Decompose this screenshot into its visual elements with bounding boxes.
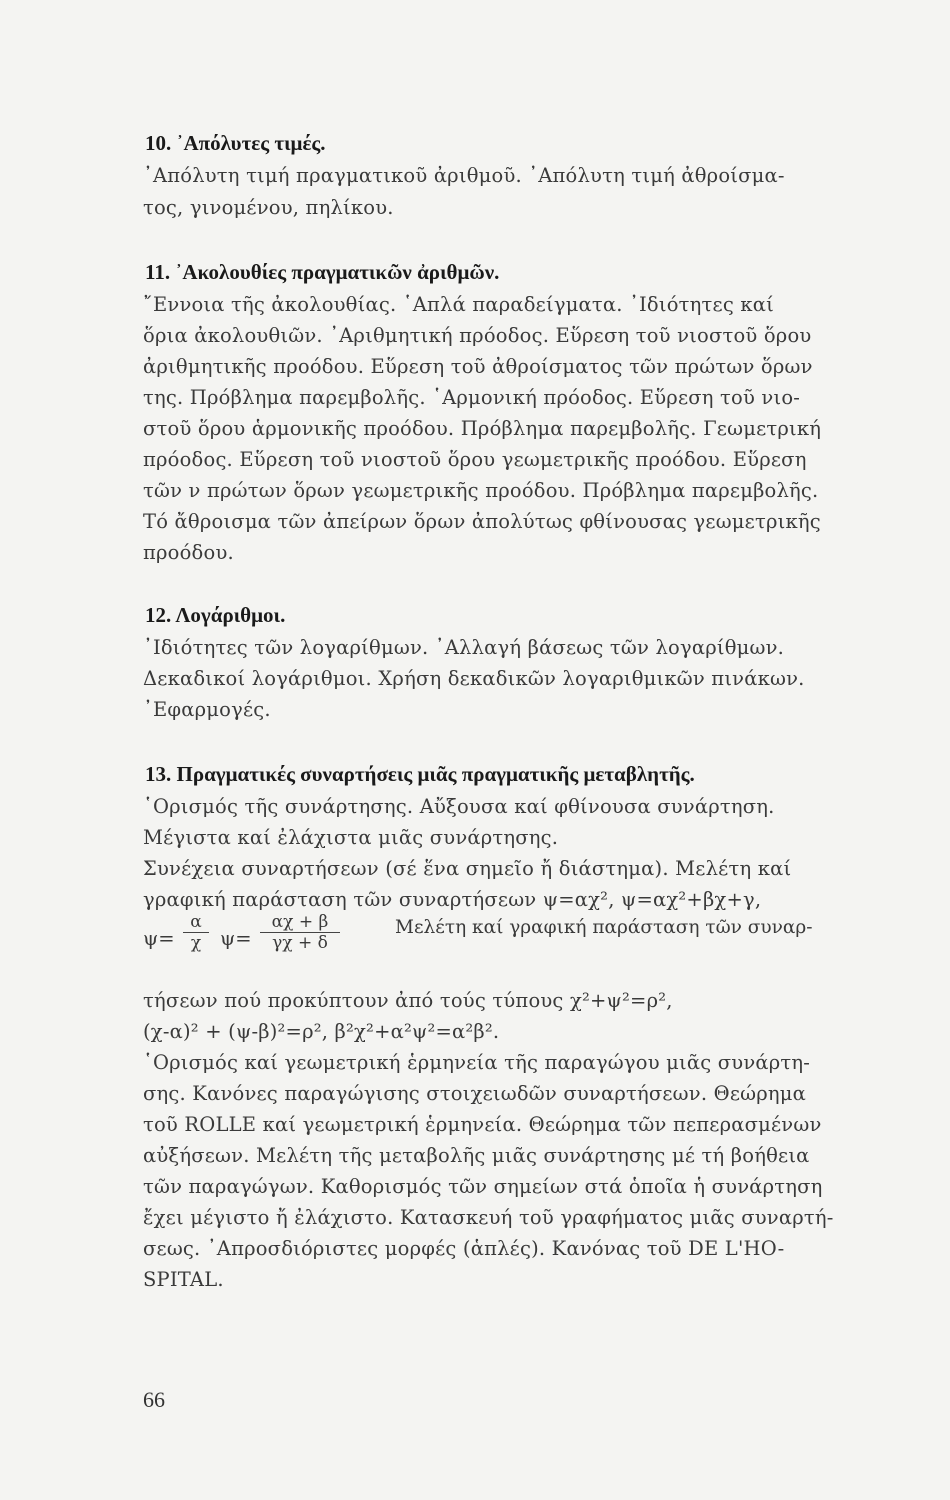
section-11-line-7: τῶν ν πρώτων ὅρων γεωμετρικῆς προόδου. Πρόβλημα παρεμβολῆς. (143, 479, 819, 502)
section-13-line-9: τοῦ ROLLE καί γεωμετρική ἑρμηνεία. Θεώρημα τῶν πεπερασμένων (143, 1113, 822, 1136)
section-11-line-4: της. Πρόβλημα παρεμβολῆς. ῾Αρμονική πρόοδος. Εὕρεση τοῦ νιο- (143, 386, 801, 409)
page-number: 66 (143, 1387, 165, 1412)
section-11-line-2: ὅρια ἀκολουθιῶν. ᾿Αριθμητική πρόοδος. Εὕρεση τοῦ νιοστοῦ ὅρου (143, 324, 812, 347)
fraction-2-numerator: αχ + β (271, 912, 329, 932)
formula-fraction-2 (260, 912, 340, 953)
section-11-line-6: πρόοδος. Εὕρεση τοῦ νιοστοῦ ὅρου γεωμετρικῆς προόδου. Εὕρεση (143, 448, 807, 471)
section-13-line-7: ῾Ορισμός καί γεωμετρική ἑρμηνεία τῆς παραγώγου μιᾶς συνάρτη- (143, 1051, 811, 1074)
formula-lhs-2: ψ= (220, 927, 252, 950)
section-12-line-2: Δεκαδικοί λογάριθμοι. Χρήση δεκαδικῶν λογαριθμικῶν πινάκων. (143, 667, 805, 690)
section-13-line-12: ἔχει μέγιστο ἤ ἐλάχιστο. Κατασκευή τοῦ γραφήματος μιᾶς συναρτή- (143, 1206, 834, 1229)
section-12-heading: 12. Λογάριθμοι. (145, 603, 286, 627)
section-13-line-1: ῾Ορισμός τῆς συνάρτησης. Αὔξουσα καί φθίνουσα συνάρτηση. (143, 795, 775, 818)
section-12-line-3: ᾿Εφαρμογές. (143, 698, 271, 721)
section-10-line-1: ᾿Απόλυτη τιμή πραγματικοῦ ἀριθμοῦ. ᾿Απόλυτη τιμή ἀθροίσμα- (143, 164, 785, 187)
section-11-heading: 11. ᾿Ακολουθίες πραγματικῶν ἀριθμῶν. (145, 260, 500, 284)
formula-fraction-1 (183, 912, 209, 953)
formula-lhs-1: ψ= (143, 927, 175, 950)
section-13-line-14: SPITAL. (143, 1268, 224, 1291)
section-10-line-2: τος, γινομένου, πηλίκου. (143, 196, 394, 219)
section-13-line-8: σης. Κανόνες παραγώγισης στοιχειωδῶν συναρτήσεων. Θεώρημα (143, 1082, 807, 1105)
section-13-heading: 13. Πραγματικές συναρτήσεις μιᾶς πραγματικῆς μεταβλητῆς. (145, 762, 695, 786)
section-13-line-6: (χ-α)² + (ψ-β)²=ρ², β²χ²+α²ψ²=α²β². (143, 1020, 500, 1043)
section-13-line-3: Συνέχεια συναρτήσεων (σέ ἕνα σημεῖο ἤ διάστημα). Μελέτη καί (143, 857, 792, 880)
section-11-line-5: στοῦ ὅρου ἁρμονικῆς προόδου. Πρόβλημα παρεμβολῆς. Γεωμετρική (143, 417, 822, 440)
section-13-line-11: τῶν παραγώγων. Καθορισμός τῶν σημείων στά ὁποῖα ἡ συνάρτηση (143, 1175, 823, 1198)
section-11-line-9: προόδου. (143, 541, 234, 564)
section-11-line-8: Τό ἄθροισμα τῶν ἀπείρων ὅρων ἀπολύτως φθίνουσας γεωμετρικῆς (143, 510, 821, 533)
section-11-line-1: ῎Εννοια τῆς ἀκολουθίας. ῾Απλά παραδείγματα. ᾿Ιδιότητες καί (143, 293, 774, 316)
fraction-1-denominator: χ (190, 933, 202, 953)
section-13-line-5: τήσεων πού προκύπτουν ἀπό τούς τύπους χ²+ψ²=ρ², (143, 989, 673, 1012)
section-11-line-3: ἀριθμητικῆς προόδου. Εὕρεση τοῦ ἀθροίσματος τῶν πρώτων ὅρων (143, 355, 813, 378)
section-10-heading: 10. ᾿Απόλυτες τιμές. (145, 131, 326, 155)
formula-trailing-text: Μελέτη καί γραφική παράσταση τῶν συναρ- (395, 917, 813, 938)
section-13-line-2: Μέγιστα καί ἐλάχιστα μιᾶς συνάρτησης. (143, 826, 559, 849)
section-12-line-1: ᾿Ιδιότητες τῶν λογαρίθμων. ᾿Αλλαγή βάσεως τῶν λογαρίθμων. (143, 636, 785, 659)
fraction-2-denominator: γχ + δ (272, 933, 328, 953)
fraction-1-numerator: α (190, 912, 202, 932)
section-13-line-4: γραφική παράσταση τῶν συναρτήσεων ψ=αχ², ψ=αχ²+βχ+γ, (143, 888, 762, 911)
section-13-line-10: αὐξήσεων. Μελέτη τῆς μεταβολῆς μιᾶς συνάρτησης μέ τή βοήθεια (143, 1144, 810, 1167)
section-13-line-13: σεως. ᾿Απροσδιόριστες μορφές (ἁπλές). Κανόνας τοῦ DE L'HO- (143, 1237, 785, 1260)
